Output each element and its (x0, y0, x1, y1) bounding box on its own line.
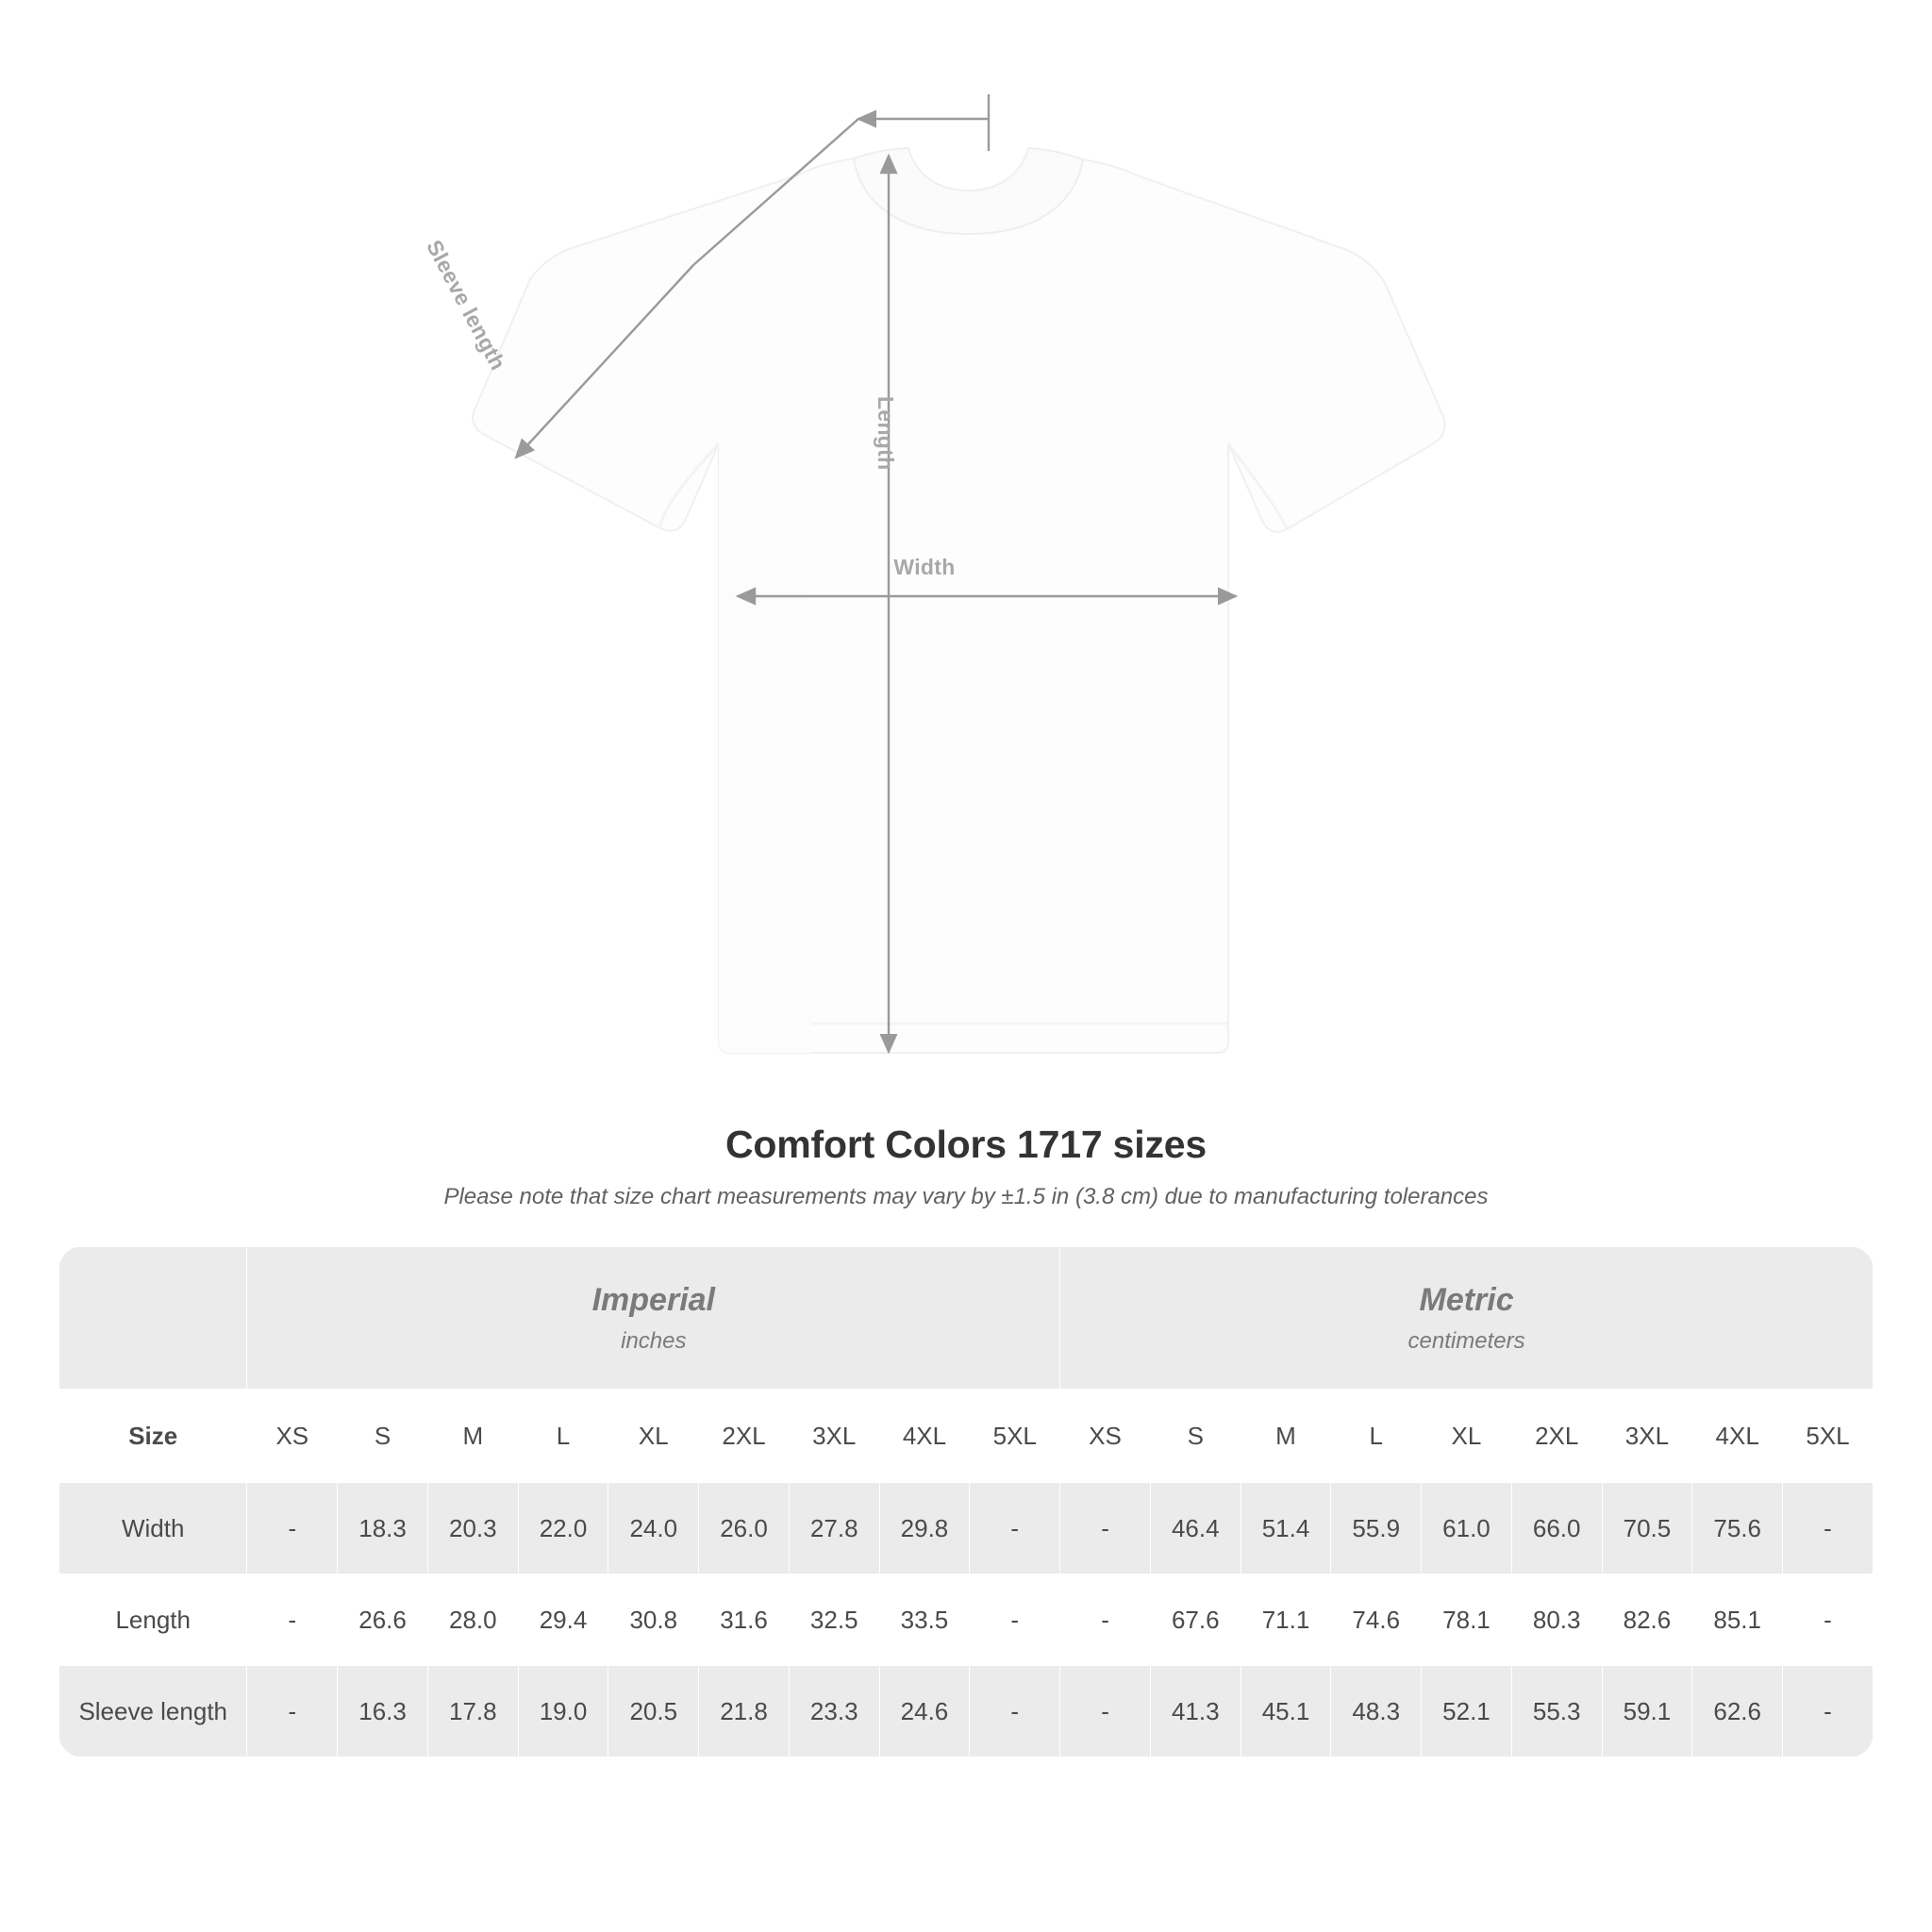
measurement-cell: - (247, 1574, 338, 1666)
table-row (59, 1574, 1874, 1666)
measurement-cell: 75.6 (1692, 1483, 1783, 1574)
measurement-cell: 20.5 (608, 1666, 699, 1757)
size-column-header: 5XL (970, 1390, 1060, 1483)
measurement-cell: 67.6 (1150, 1574, 1241, 1666)
measurement-cell: 27.8 (789, 1483, 879, 1574)
unit-name: Metric (1419, 1281, 1514, 1318)
measurement-cell: 23.3 (789, 1666, 879, 1757)
measurement-cell: 46.4 (1150, 1483, 1241, 1574)
sleeve-length-label: Sleeve length (422, 236, 511, 375)
table-row (59, 1666, 1874, 1757)
measurement-cell: 80.3 (1511, 1574, 1602, 1666)
size-column-header: M (1241, 1390, 1331, 1483)
measurement-cell: 16.3 (338, 1666, 428, 1757)
measurement-cell: 32.5 (789, 1574, 879, 1666)
measurement-cell: - (1060, 1666, 1151, 1757)
measurement-cell: 48.3 (1331, 1666, 1422, 1757)
size-column-header: 3XL (1602, 1390, 1692, 1483)
measurement-cell: 85.1 (1692, 1574, 1783, 1666)
size-column-header: 2XL (699, 1390, 790, 1483)
measurement-cell: - (1783, 1666, 1874, 1757)
measurement-cell: - (1060, 1483, 1151, 1574)
size-table (58, 1246, 1874, 1757)
size-column-header: XL (1422, 1390, 1512, 1483)
measurement-cell: 71.1 (1241, 1574, 1331, 1666)
size-column-header: 4XL (1692, 1390, 1783, 1483)
measurement-cell: - (1783, 1483, 1874, 1574)
measurement-cell: 29.4 (518, 1574, 608, 1666)
size-header-cell: Size (59, 1390, 247, 1483)
size-column-header: XS (1060, 1390, 1151, 1483)
measurement-cell: 70.5 (1602, 1483, 1692, 1574)
measurement-cell: - (247, 1666, 338, 1757)
measurement-cell: 51.4 (1241, 1483, 1331, 1574)
measurement-cell: 61.0 (1422, 1483, 1512, 1574)
size-column-header: 4XL (879, 1390, 970, 1483)
measurement-label: Width (59, 1483, 247, 1574)
measurement-cell: 24.0 (608, 1483, 699, 1574)
measurement-cell: 82.6 (1602, 1574, 1692, 1666)
size-column-header: M (427, 1390, 518, 1483)
unit-header-metric (1060, 1247, 1874, 1390)
measurement-cell: 18.3 (338, 1483, 428, 1574)
measurement-cell: 30.8 (608, 1574, 699, 1666)
measurement-cell: 19.0 (518, 1666, 608, 1757)
unit-name: Imperial (591, 1281, 715, 1318)
measurement-cell: - (970, 1574, 1060, 1666)
measurement-label: Length (59, 1574, 247, 1666)
measurement-cell: 28.0 (427, 1574, 518, 1666)
unit-subtitle: inches (621, 1327, 687, 1354)
measurement-cell: 52.1 (1422, 1666, 1512, 1757)
size-column-header: S (1150, 1390, 1241, 1483)
size-column-header: XS (247, 1390, 338, 1483)
measurement-cell: - (1060, 1574, 1151, 1666)
measurement-cell: 66.0 (1511, 1483, 1602, 1574)
measurement-cell: 59.1 (1602, 1666, 1692, 1757)
measurement-cell: 55.9 (1331, 1483, 1422, 1574)
tshirt-shape (473, 148, 1445, 1053)
size-column-header: 3XL (789, 1390, 879, 1483)
measurement-cell: 33.5 (879, 1574, 970, 1666)
measurement-cell: 78.1 (1422, 1574, 1512, 1666)
measurement-cell: 26.6 (338, 1574, 428, 1666)
measurement-cell: 55.3 (1511, 1666, 1602, 1757)
measurement-cell: 20.3 (427, 1483, 518, 1574)
measurement-cell: 24.6 (879, 1666, 970, 1757)
size-column-header: XL (608, 1390, 699, 1483)
measurement-cell: 21.8 (699, 1666, 790, 1757)
size-column-header: 5XL (1783, 1390, 1874, 1483)
measurement-cell: 22.0 (518, 1483, 608, 1574)
table-header-row (59, 1390, 1874, 1483)
size-column-header: S (338, 1390, 428, 1483)
page-title: Comfort Colors 1717 sizes (725, 1123, 1207, 1166)
measurement-cell: 31.6 (699, 1574, 790, 1666)
measurement-cell: 29.8 (879, 1483, 970, 1574)
measurement-cell: - (1783, 1574, 1874, 1666)
size-column-header: 2XL (1511, 1390, 1602, 1483)
unit-header-imperial (247, 1247, 1060, 1390)
measurement-label: Sleeve length (59, 1666, 247, 1757)
measurement-cell: 62.6 (1692, 1666, 1783, 1757)
width-label: Width (893, 555, 956, 579)
measurement-cell: - (247, 1483, 338, 1574)
tolerance-note: Please note that size chart measurements may vary by ±1.5 in (3.8 cm) due to manufacturing tolerances (443, 1184, 1489, 1209)
size-column-header: L (518, 1390, 608, 1483)
table-row (59, 1483, 1874, 1574)
measurement-cell: 41.3 (1150, 1666, 1241, 1757)
unit-subtitle: centimeters (1407, 1327, 1525, 1354)
size-table-wrapper (58, 1246, 1874, 1757)
size-column-header: L (1331, 1390, 1422, 1483)
table-corner-cell (59, 1247, 247, 1390)
measurement-cell: 74.6 (1331, 1574, 1422, 1666)
measurement-cell: 26.0 (699, 1483, 790, 1574)
measurement-cell: - (970, 1483, 1060, 1574)
length-label: Length (874, 396, 898, 471)
measurement-cell: 45.1 (1241, 1666, 1331, 1757)
measurement-cell: - (970, 1666, 1060, 1757)
measurement-cell: 17.8 (427, 1666, 518, 1757)
chart-heading (0, 1123, 1932, 1210)
